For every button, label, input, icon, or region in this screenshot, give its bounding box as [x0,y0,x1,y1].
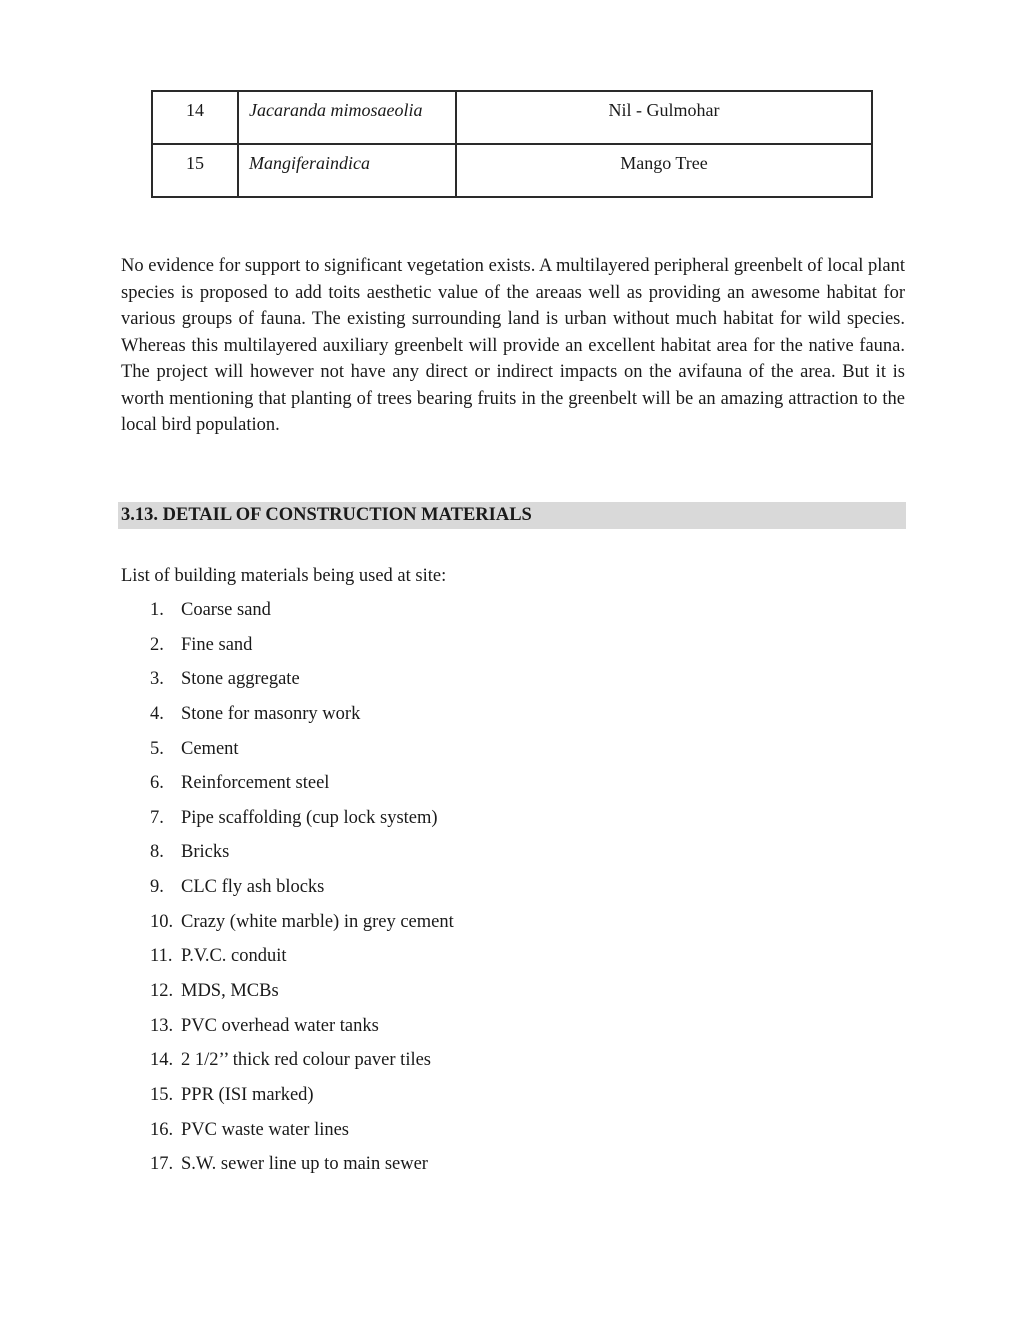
list-number: 4. [150,703,164,724]
list-item [150,736,454,771]
list-text: Cement [181,738,239,759]
scientific-name: Mangiferaindica [238,144,456,197]
list-number: 3. [150,669,164,690]
list-number: 9. [150,877,164,898]
list-item [150,666,454,701]
list-text: PVC waste water lines [181,1119,350,1140]
list-item [150,1082,454,1117]
list-item [150,1047,454,1082]
list-number: 6. [150,773,164,794]
list-text: MDS, MCBs [181,981,279,1002]
list-number: 10. [150,911,174,932]
list-number: 13. [150,1015,174,1036]
list-number: 1. [150,600,164,620]
list-text: Stone for masonry work [181,703,361,724]
list-text: Reinforcement steel [181,773,330,794]
table-row [152,91,872,144]
list-number: 11. [150,946,173,967]
common-name: Nil - Gulmohar [456,91,872,144]
list-number: 16. [150,1119,174,1140]
list-item [150,701,454,736]
scientific-name: Jacaranda mimosaeolia [238,91,456,144]
list-item [150,909,454,944]
list-text: 2 1/2’’ thick red colour paver tiles [181,1050,432,1071]
species-table [151,90,873,198]
list-text: PPR (ISI marked) [181,1084,314,1105]
greenbelt-paragraph: No evidence for support to significant vegetation exists. A multilayered peripheral greenbelt of local plant species is proposed to add toits aesthetic value of the areaas well as providing an awesome habitat for various groups of fauna. The existing surrounding land is urban without much habitat for wild species. Whereas this multilayered auxiliary greenbelt will provide an excellent habitat area for the native fauna. The project will however not have any direct or indirect impacts on the avifauna of the area. But it is worth mentioning that planting of trees bearing fruits in the greenbelt will be an amazing attraction to the local bird population. [121,256,905,435]
list-item [150,805,454,840]
list-text: P.V.C. conduit [181,946,287,967]
list-number: 8. [150,842,164,863]
list-number: 2. [150,634,164,655]
list-item [150,1117,454,1152]
list-item [150,1013,454,1048]
list-item [150,943,454,978]
list-item [150,597,454,632]
row-number: 15 [152,144,238,197]
common-name: Mango Tree [456,144,872,197]
list-text: Pipe scaffolding (cup lock system) [181,807,438,828]
list-item [150,839,454,874]
list-item [150,978,454,1013]
list-text: Fine sand [181,634,253,655]
table-row [152,144,872,197]
list-text: Coarse sand [181,600,271,620]
list-text: S.W. sewer line up to main sewer [181,1154,428,1175]
list-number: 14. [150,1050,174,1071]
row-number: 14 [152,91,238,144]
list-text: Bricks [181,842,230,863]
list-number: 12. [150,981,174,1002]
list-number: 17. [150,1154,174,1175]
list-number: 5. [150,738,164,759]
list-item [150,1151,454,1186]
list-text: Crazy (white marble) in grey cement [181,911,454,932]
list-item [150,874,454,909]
list-text: PVC overhead water tanks [181,1015,379,1036]
list-number: 7. [150,807,164,828]
materials-list [150,597,454,1186]
section-heading: 3.13. DETAIL OF CONSTRUCTION MATERIALS [118,502,906,529]
list-text: Stone aggregate [181,669,300,690]
list-text: CLC fly ash blocks [181,877,325,898]
materials-intro: List of building materials being used at site: [121,566,447,586]
list-number: 15. [150,1084,174,1105]
list-item [150,632,454,667]
list-item [150,770,454,805]
